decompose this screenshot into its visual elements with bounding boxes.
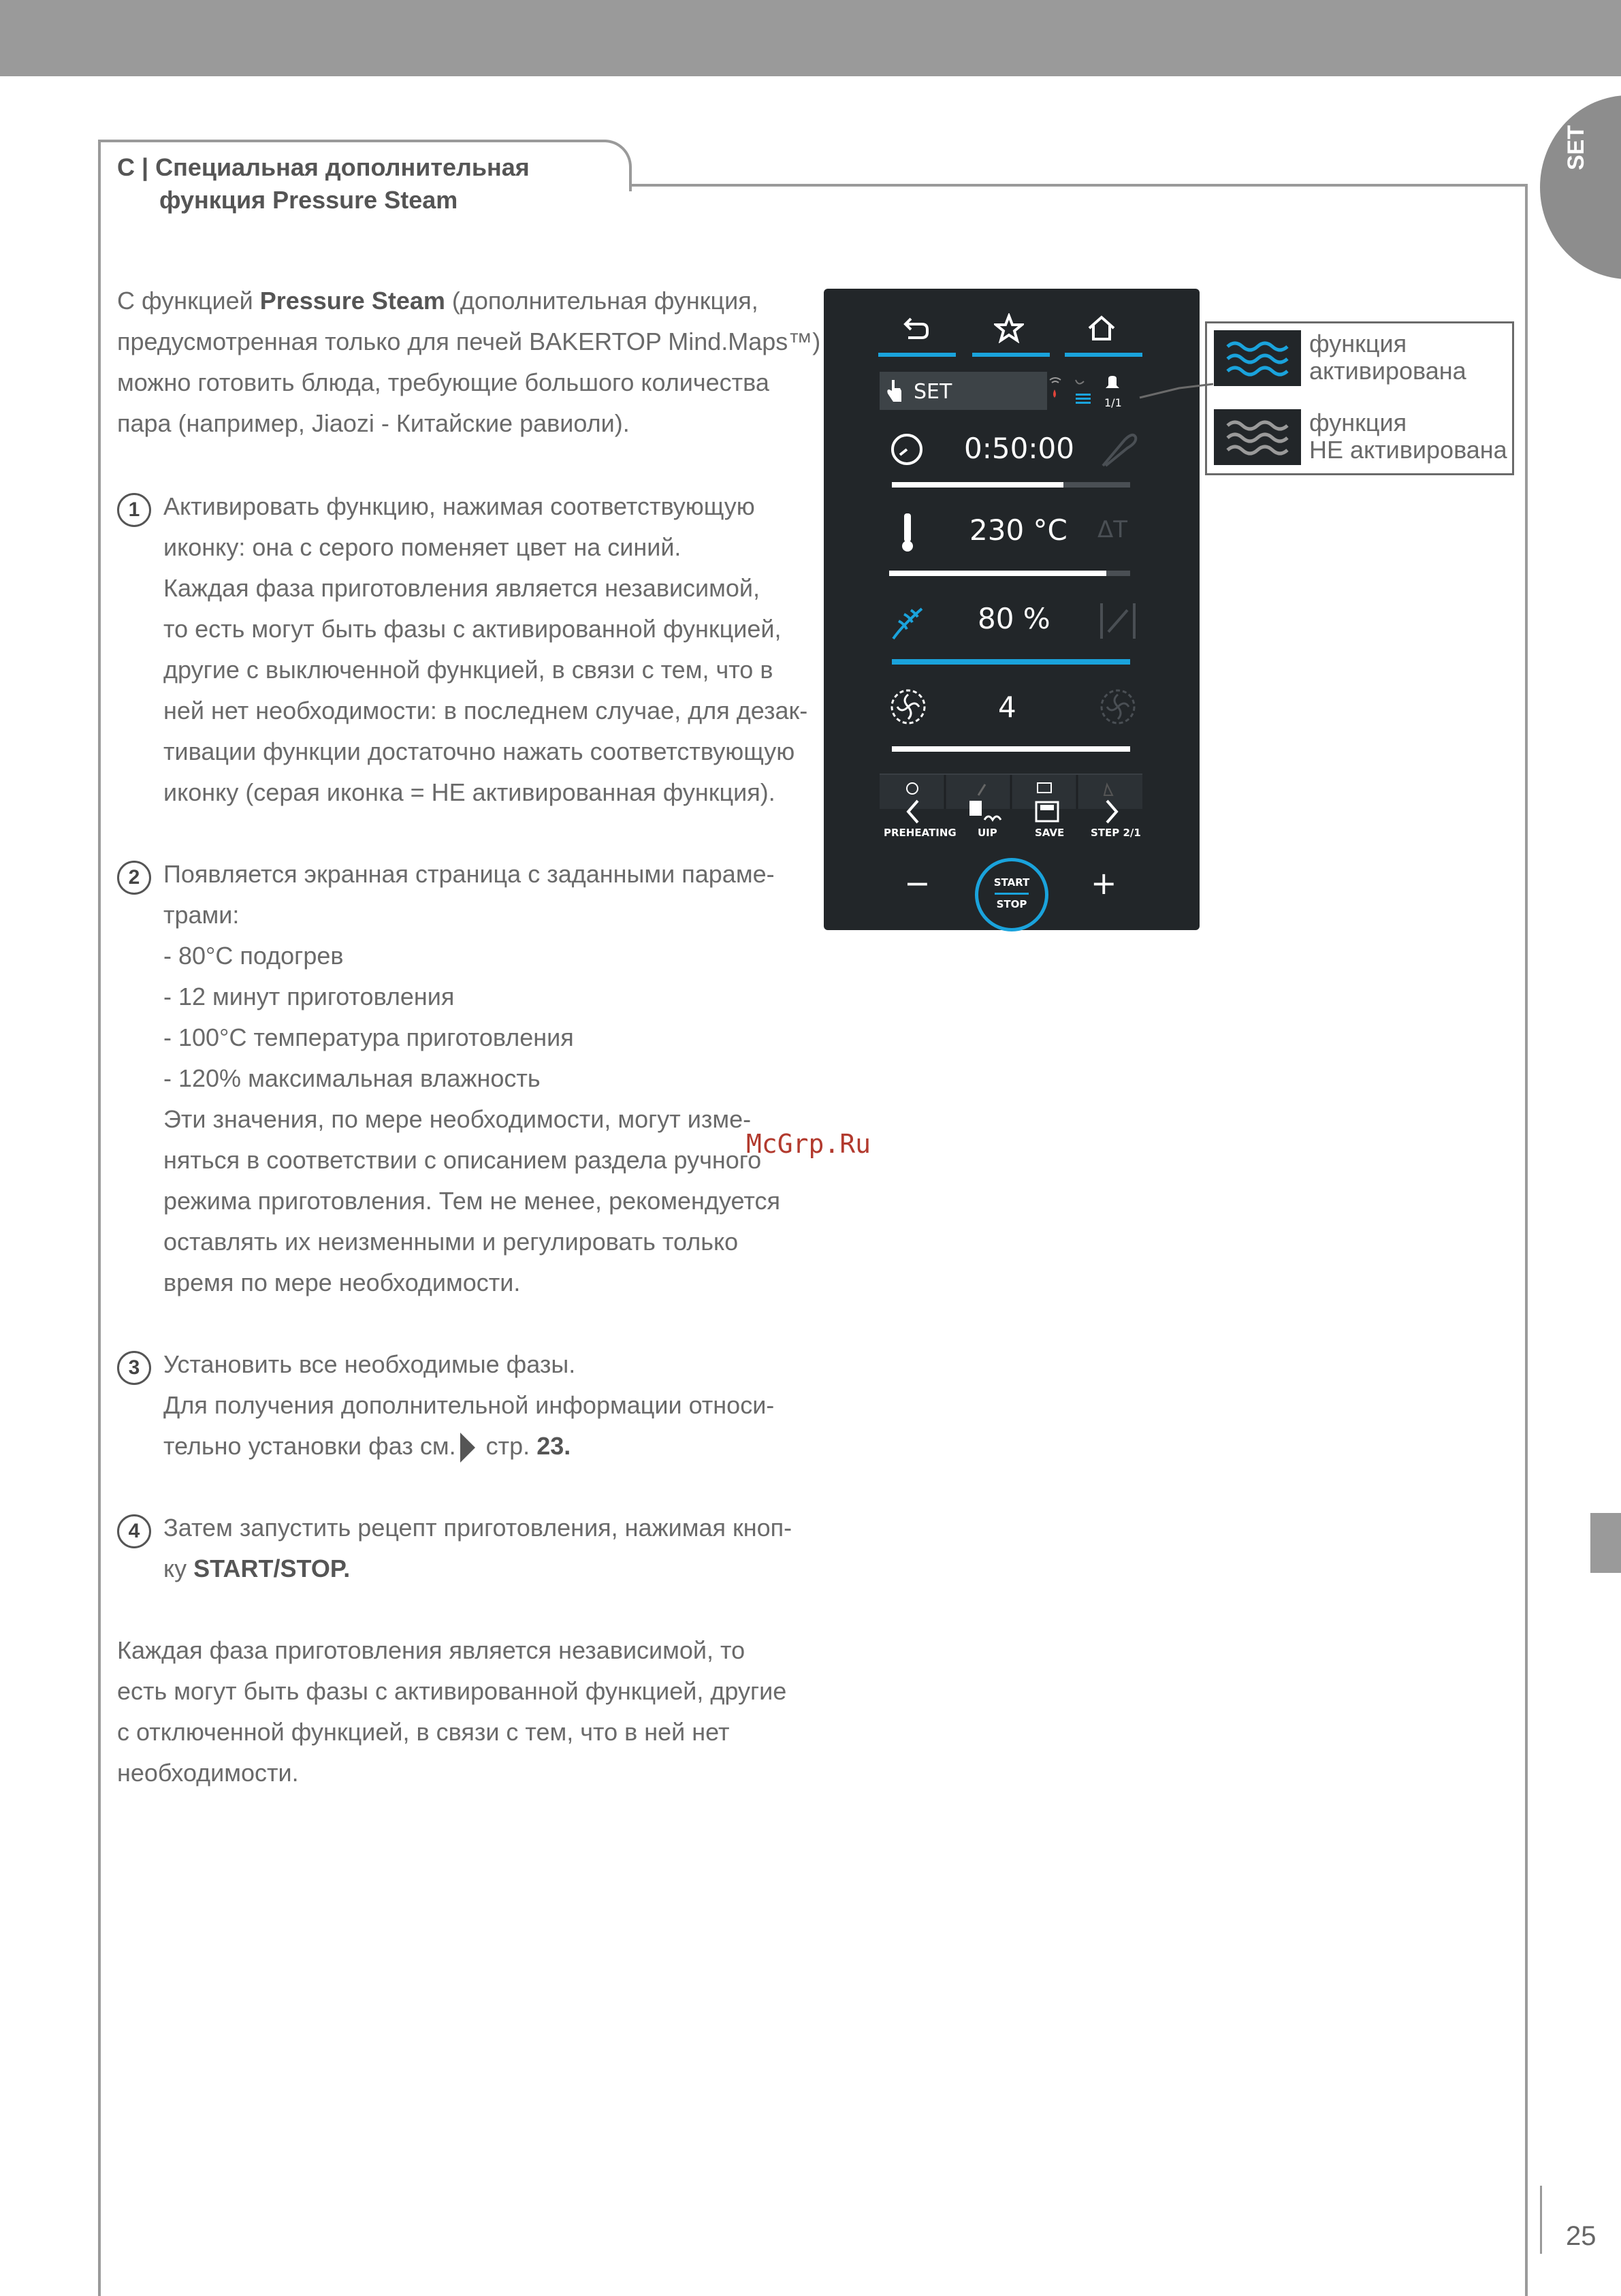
page-ref-link[interactable]: 23. (536, 1432, 571, 1460)
timer-icon (889, 432, 925, 467)
minus-button[interactable]: − (904, 865, 931, 902)
temp-value[interactable]: 230 °C (969, 513, 1068, 547)
step-2-text: Появляется экранная страница с заданными параме- трами: - 80°C подогрев - 12 минут приготовления - 100°C температура приготовления - 120% максимальная влажность Эти значения, по мере необходимости, могут изме- няться в соответствии с описанием раздела ручного режима приготовления. Тем не менее, рекомендуется оставлять их неизменными и регулировать только время по мере необходимости. (163, 860, 780, 1296)
step-4-number: 4 (117, 1514, 151, 1548)
status-icons (1048, 376, 1137, 410)
humidity-bar (892, 659, 1130, 665)
uip-icon[interactable] (968, 799, 1004, 827)
outro-paragraph: Каждая фаза приготовления является независимой, то есть могут быть фазы с активированной функцией, другие с отключенной функцией, в связи с тем, что в ней нет необходимости. (117, 1636, 787, 1787)
page-ref-arrow-icon (460, 1433, 475, 1463)
steam-active-icon (1214, 330, 1301, 386)
legend-active-text: функция активирована (1309, 330, 1466, 385)
section-letter: C | (117, 153, 149, 181)
next-chevron-icon[interactable] (1104, 798, 1121, 825)
home-icon[interactable] (1087, 313, 1117, 343)
fan-value[interactable]: 4 (998, 690, 1016, 724)
set-side-label: SET (1563, 125, 1589, 170)
save-icon[interactable] (1035, 801, 1059, 823)
hand-icon (885, 377, 904, 404)
step-4-text: Затем запустить рецепт приготовления, нажимая кноп- ку START/STOP. (163, 1514, 792, 1582)
favorite-star-icon[interactable] (994, 313, 1024, 343)
section-title (117, 151, 530, 217)
watermark: McGrp.Ru (746, 1129, 871, 1159)
title-line-1: Специальная дополнительная (155, 153, 530, 181)
start-label: START (993, 876, 1030, 889)
fan-alt-icon[interactable] (1099, 688, 1137, 726)
fan-icon (889, 688, 927, 726)
callout-connector (1138, 354, 1215, 409)
thermometer-icon (900, 512, 915, 553)
fan-bar (892, 746, 1130, 752)
side-marker (1590, 1513, 1621, 1573)
step-count: 1/1 (1104, 396, 1122, 409)
mode-label: SET (914, 380, 952, 404)
delta-t-button[interactable]: ΔT (1097, 516, 1128, 543)
prev-chevron-icon[interactable] (904, 798, 920, 825)
back-icon[interactable] (901, 315, 931, 342)
stop-label: STOP (996, 898, 1027, 910)
intro-paragraph: С функцией Pressure Steam (дополнительная функция, предусмотренная только для печей BAKERTOP Mind.Maps™) можно готовить блюда, требующие большого количества пара (например, Jiaozi - Китайские равиоли). (117, 287, 821, 437)
time-value[interactable]: 0:50:00 (964, 432, 1074, 465)
mode-panel (880, 372, 1047, 410)
vent-icon[interactable] (1099, 601, 1137, 641)
step-2-number: 2 (117, 861, 151, 895)
uip-label[interactable]: UIP (978, 827, 997, 839)
set-side-tab (1540, 95, 1621, 279)
humidity-icon[interactable] (889, 605, 927, 643)
page-number: 25 (1566, 2221, 1596, 2251)
legend-panel (1205, 321, 1514, 475)
step-3-text: Установить все необходимые фазы. Для получения дополнительной информации относи- тельно установки фаз см. стр. 23. (163, 1344, 774, 1467)
plus-button[interactable]: + (1091, 865, 1117, 902)
save-label[interactable]: SAVE (1035, 827, 1065, 839)
steam-inactive-icon (1214, 409, 1301, 465)
humidity-value[interactable]: 80 % (978, 602, 1050, 635)
title-line-2: функция Pressure Steam (159, 186, 458, 214)
temp-bar (889, 571, 1130, 576)
step-3-number: 3 (117, 1351, 151, 1385)
legend-inactive-text: функция НЕ активирована (1309, 409, 1507, 464)
step-1-number: 1 (117, 493, 151, 527)
step-1-text: Активировать функцию, нажимая соответствующую иконку: она с серого поменяет цвет на синий. Каждая фаза приготовления является независимой, то есть могут быть фазы с активированной функцией, другие с выключенной функцией, в связи с тем, что в ней нет необходимости: в последнем случае, для дезак- тивации функции достаточно нажать соответствующую иконку (серая иконка = НЕ активированная функция). (163, 492, 808, 806)
step-label[interactable]: STEP 2/1 (1091, 827, 1141, 839)
start-stop-button[interactable] (975, 858, 1048, 931)
top-bar (0, 0, 1621, 76)
preheating-label[interactable]: PREHEATING (884, 827, 957, 839)
probe-icon[interactable] (1097, 428, 1138, 468)
time-bar (892, 482, 1130, 488)
